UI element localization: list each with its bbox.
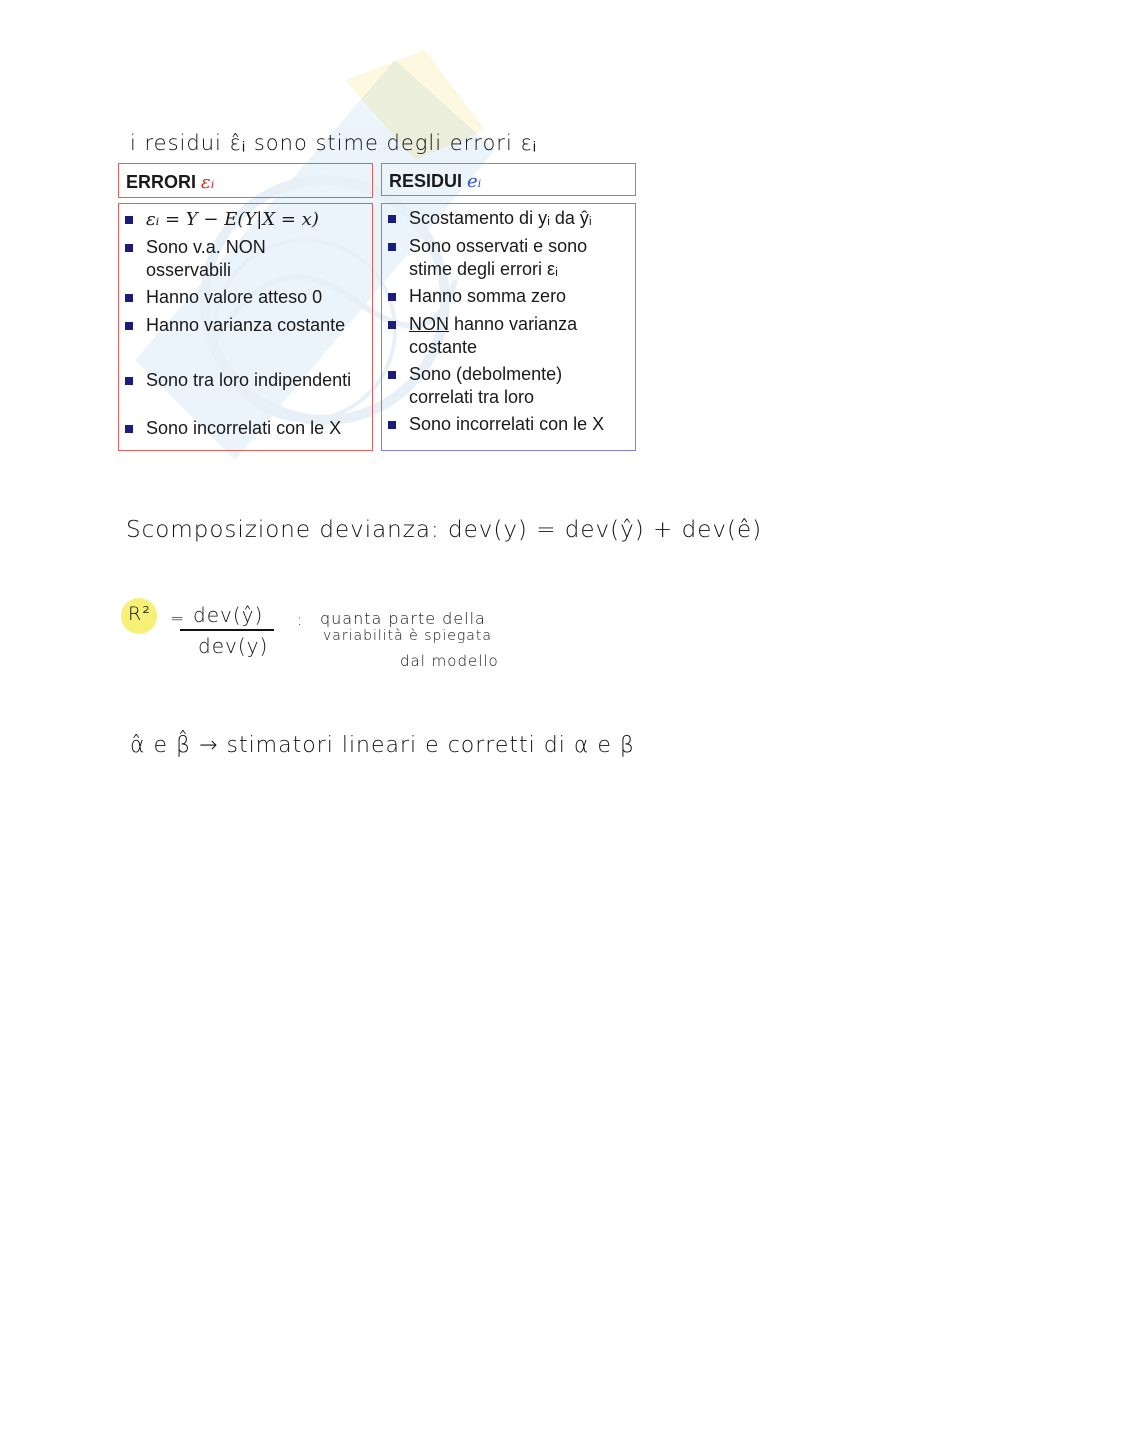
bullet-icon [125, 377, 133, 385]
bullet-icon [388, 293, 396, 301]
bullet-icon [125, 322, 133, 330]
bullet-icon [388, 371, 396, 379]
handwritten-scomposizione: Scomposizione devianza: dev(y) = dev(ŷ) + dev(ê) [126, 517, 763, 543]
r2-description-line1: quanta parte della [320, 609, 486, 628]
errori-symbol: εᵢ [201, 172, 215, 193]
r2-denominator: dev(y) [198, 634, 269, 658]
handwritten-stimatori: α̂ e β̂ → stimatori lineari e corretti di α e β [130, 733, 635, 758]
bullet-icon [388, 421, 396, 429]
r2-description-line2: variabilità è spiegata [323, 628, 492, 644]
bullet-icon [125, 216, 133, 224]
errori-title: ERRORI εᵢ [126, 172, 215, 193]
r2-label: R² [128, 603, 151, 625]
non-underlined: NON [409, 314, 449, 334]
bullet-icon [125, 244, 133, 252]
r2-colon: : [297, 610, 304, 629]
errori-header-box [118, 163, 373, 198]
bullet-icon [125, 294, 133, 302]
r2-equals: = [170, 609, 186, 629]
handwritten-residui-note: i residui ε̂ᵢ sono stime degli errori εᵢ [130, 131, 538, 155]
residui-title: RESIDUI eᵢ [389, 171, 482, 192]
bullet-icon [388, 215, 396, 223]
r2-numerator: dev(ŷ) [193, 603, 264, 627]
residui-list: Scostamento di yᵢ da ŷᵢ Sono osservati e sono stime degli errori εᵢ Hanno somma zero NON hanno varianza costante Sono (debolmente) correlati tra loro Sono incorrelati con le X [381, 203, 636, 451]
bullet-icon [388, 243, 396, 251]
residui-symbol: eᵢ [467, 171, 482, 192]
bullet-icon [388, 321, 396, 329]
residui-header-box [381, 163, 636, 196]
fraction-line [180, 629, 274, 631]
bullet-icon [125, 425, 133, 433]
r2-description-line3: dal modello [400, 652, 499, 670]
errori-list: εᵢ = Y − E(Y|X = x) Sono v.a. NON osservabili Hanno valore atteso 0 Hanno varianza costante Sono tra loro indipendenti Sono incorrelati con le X [118, 203, 373, 451]
